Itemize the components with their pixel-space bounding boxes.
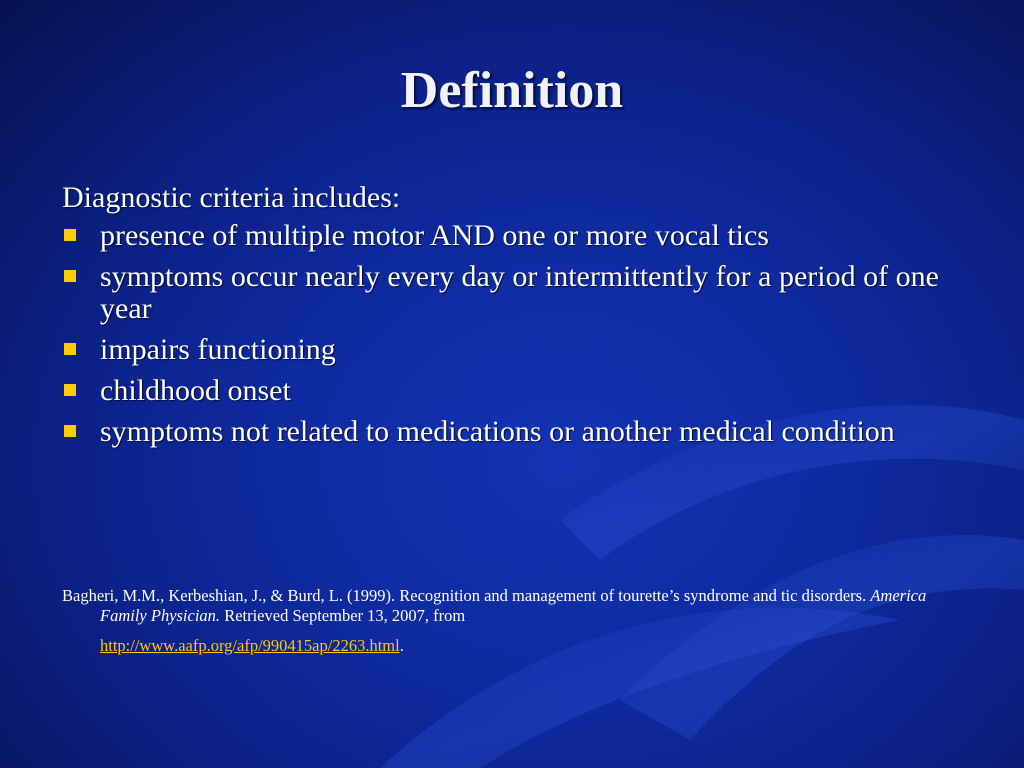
list-item-text: impairs functioning <box>100 333 336 366</box>
criteria-list <box>62 220 962 448</box>
slide-title: Definition <box>400 62 624 119</box>
list-item-text: symptoms not related to medications or another medical condition <box>100 415 895 448</box>
list-item-text: symptoms occur nearly every day or intermittently for a period of one year <box>100 260 939 325</box>
slide-body <box>62 180 962 457</box>
square-bullet-icon <box>64 343 76 355</box>
citation-link-line <box>62 636 932 656</box>
citation-journal: America Family Physician. <box>100 586 927 625</box>
citation-link[interactable]: http://www.aafp.org/afp/990415ap/2263.html <box>100 636 400 655</box>
list-item-text: presence of multiple motor AND one or more vocal tics <box>100 219 769 252</box>
citation-reference <box>62 586 932 626</box>
list-item <box>62 416 962 448</box>
square-bullet-icon <box>64 270 76 282</box>
citation-retrieved: Retrieved September 13, 2007, from <box>220 606 466 625</box>
list-item <box>62 375 962 407</box>
square-bullet-icon <box>64 384 76 396</box>
citation-trailing: . <box>399 636 404 655</box>
list-item <box>62 220 962 252</box>
list-item <box>62 261 962 325</box>
list-item <box>62 334 962 366</box>
square-bullet-icon <box>64 229 76 241</box>
list-item-text: childhood onset <box>100 374 291 407</box>
intro-text: Diagnostic criteria includes: <box>62 181 401 214</box>
citation <box>62 586 932 656</box>
citation-authors: Bagheri, M.M., Kerbeshian, J., & Burd, L. (1999). Recognition and management of tourette’s syndrome and tic disorders. <box>62 586 871 605</box>
square-bullet-icon <box>64 425 76 437</box>
